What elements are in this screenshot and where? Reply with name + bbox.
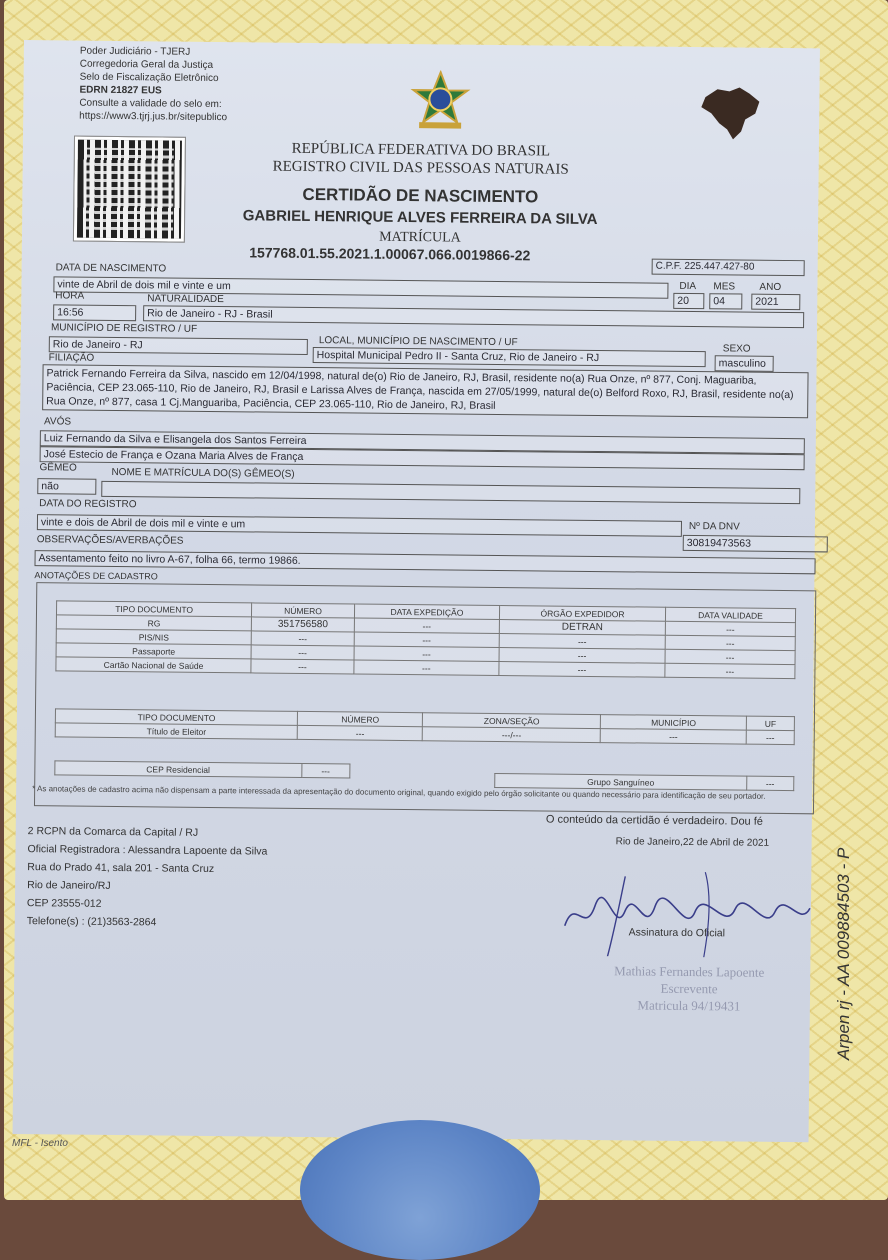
table-header: ZONA/SEÇÃO: [423, 713, 601, 729]
birth-place-label: LOCAL, MUNICÍPIO DE NASCIMENTO / UF: [318, 335, 518, 349]
table-header: TIPO DOCUMENTO: [55, 709, 297, 726]
month-field: 04: [709, 293, 742, 309]
observations-label: OBSERVAÇÕES/AVERBAÇÕES: [36, 534, 184, 547]
cadastro-label: ANOTAÇÕES DE CADASTRO: [34, 570, 158, 582]
document-title: CERTIDÃO DE NASCIMENTO: [302, 184, 539, 207]
cadastro-note: * As anotações de cadastro acima não dispensam a parte interessada da apresentação do documento original, quando exigido pelo órgão solicitante ou quando necessário para identificação de seu portador.: [32, 784, 766, 801]
security-seal: [300, 1120, 540, 1260]
sex-label: SEXO: [722, 343, 751, 355]
table-cell: ---: [665, 649, 795, 664]
twin-name-field: [101, 481, 800, 504]
birth-date-field: vinte de Abril de dois mil e vinte e um: [53, 276, 668, 298]
table-row: [495, 773, 794, 790]
table-header: NÚMERO: [252, 603, 355, 618]
person-name: GABRIEL HENRIQUE ALVES FERREIRA DA SILVA: [242, 207, 598, 229]
day-field: 20: [673, 293, 704, 309]
table-cell: ---: [251, 631, 354, 646]
documents-table: [55, 600, 796, 679]
attestation-text: O conteúdo da certidão é verdadeiro. Dou fé: [545, 813, 764, 828]
grandparents-line-2: José Estecio de França e Ozana Maria Alves de França: [40, 446, 805, 470]
table-cell: ---: [354, 618, 499, 634]
table-cell: ---: [354, 632, 499, 648]
table-cell: DETRAN: [499, 620, 665, 636]
seal-info: Poder Judiciário - TJERJ Corregedoria Geral da Justiça Selo de Fiscalização Eletrônico EDRN 21827 EUS Consulte a validade do selo em: https://www3.tjrj.jus.br/sitepublico: [79, 45, 228, 124]
birth-place-field: Hospital Municipal Pedro II - Santa Cruz, Rio de Janeiro - RJ: [313, 347, 706, 367]
cep-value: ---: [301, 763, 350, 778]
filiation-field: Patrick Fernando Ferreira da Silva, nascido em 12/04/1998, natural de(o) Rio de Janeiro, RJ, Brasil, residente no(a) Rua Onze, nº 877, Conj. Maguariba, Paciência, CEP 23.065-110, Rio de Janeiro, RJ, Brasil e Larissa Alves de França, nascida em 27/05/1999, natural de(o) Belford Roxo, RJ, Brasil, residente no(a) Rua Onze, nº 877, casa 1 Cj.Manguariba, Paciência, CEP 23.065-110, Rio de Janeiro, RJ, Brasil: [42, 364, 808, 418]
table-header: TIPO DOCUMENTO: [56, 601, 251, 617]
sex-field: masculino: [715, 355, 774, 372]
table-cell: 351756580: [251, 617, 354, 632]
table-cell: ---: [600, 729, 746, 745]
serial-strip: [834, 660, 860, 1060]
signature: [554, 866, 815, 959]
table-cell: ---: [251, 645, 354, 660]
hour-label: HORA: [55, 290, 85, 302]
registry-date-field: vinte e dois de Abril de dois mil e vinte e um: [37, 514, 682, 537]
day-label: DIA: [679, 280, 697, 293]
dnv-field: 30819473563: [683, 535, 828, 553]
filiation-label: FILIAÇÃO: [48, 352, 95, 364]
table-cell: ---: [297, 725, 422, 740]
footer-note: MFL - Isento: [12, 1138, 68, 1149]
table-cell: ---: [746, 730, 794, 745]
registry-office-info: 2 RCPN da Comarca da Capital / RJ Oficial Registradora : Alessandra Lapoente da Silva Rua do Prado 41, sala 201 - Santa Cruz Rio de Janeiro/RJ CEP 23555-012 Telefone(s) : (21)3563-2864: [26, 825, 268, 929]
blood-type-value: ---: [747, 776, 794, 790]
republic-title: REPÚBLICA FEDERATIVA DO BRASIL: [291, 140, 551, 160]
table-cell: ---: [251, 659, 354, 674]
table-header: ÓRGÃO EXPEDIDOR: [499, 606, 665, 622]
table-header: DATA EXPEDIÇÃO: [354, 604, 499, 620]
year-field: 2021: [751, 294, 800, 311]
table-cell: Título de Eleitor: [55, 723, 297, 740]
month-label: MES: [713, 281, 736, 293]
table-cell: PIS/NIS: [56, 629, 251, 645]
table-cell: ---: [354, 646, 499, 662]
birth-date-label: DATA DE NASCIMENTO: [55, 262, 167, 275]
table-cell: ---: [499, 648, 665, 664]
notary-stamp: Mathias Fernandes Lapoente Escrevente Matricula 94/19431: [614, 963, 765, 1014]
table-cell: ---: [665, 621, 795, 636]
table-cell: Passaporte: [56, 643, 251, 659]
cep-label: CEP Residencial: [55, 761, 302, 778]
table-header: UF: [746, 716, 794, 731]
table-cell: ---: [499, 662, 665, 678]
blood-type-table: [494, 773, 794, 791]
table-row: [55, 761, 350, 778]
dnv-label: Nº DA DNV: [688, 520, 740, 533]
twin-label: GÊMEO: [39, 462, 77, 474]
grandparents-label: AVÓS: [43, 416, 72, 428]
observations-field: Assentamento feito no livro A-67, folha 66, termo 19866.: [34, 550, 815, 574]
twin-field: não: [37, 478, 96, 495]
registry-title: REGISTRO CIVIL DAS PESSOAS NATURAIS: [272, 158, 569, 178]
attestation-date: Rio de Janeiro,22 de Abril de 2021: [615, 836, 770, 849]
hour-field: 16:56: [53, 304, 136, 321]
table-cell: ---: [499, 634, 665, 650]
year-label: ANO: [759, 281, 782, 293]
table-cell: ---: [354, 660, 499, 676]
naturalidade-label: NATURALIDADE: [147, 293, 224, 306]
signature-label: Assinatura do Oficial: [628, 926, 726, 940]
registry-city-field: Rio de Janeiro - RJ: [49, 336, 308, 355]
table-cell: RG: [56, 615, 251, 631]
table-cell: ---/---: [423, 727, 601, 743]
blood-type-label: Grupo Sanguíneo: [495, 773, 747, 790]
table-cell: Cartão Nacional de Saúde: [56, 657, 251, 673]
table-header: MUNICÍPIO: [600, 715, 746, 731]
table-cell: ---: [665, 635, 795, 650]
cep-table: [54, 760, 350, 778]
grandparents-line-1: Luiz Fernando da Silva e Elisangela dos Santos Ferreira: [40, 430, 805, 454]
table-header: NÚMERO: [298, 711, 423, 726]
matricula-label: MATRÍCULA: [379, 229, 461, 246]
table-cell: ---: [665, 663, 795, 678]
registry-city-label: MUNICÍPIO DE REGISTRO / UF: [50, 322, 198, 335]
brazil-map-icon: [695, 83, 764, 142]
twin-name-label: NOME E MATRÍCULA DO(S) GÊMEO(S): [111, 466, 295, 480]
cpf-field: C.P.F. 225.447.427-80: [652, 259, 805, 277]
serial-number: Arpen rj - AA 009884503 - P: [834, 847, 853, 1060]
registry-date-label: DATA DO REGISTRO: [39, 498, 137, 511]
coat-of-arms-icon: [407, 70, 474, 133]
birth-certificate: [13, 40, 820, 1142]
table-header: DATA VALIDADE: [665, 607, 795, 622]
naturalidade-field: Rio de Janeiro - RJ - Brasil: [143, 305, 804, 328]
matricula-number: 157768.01.55.2021.1.00067.066.0019866-22: [249, 244, 531, 264]
